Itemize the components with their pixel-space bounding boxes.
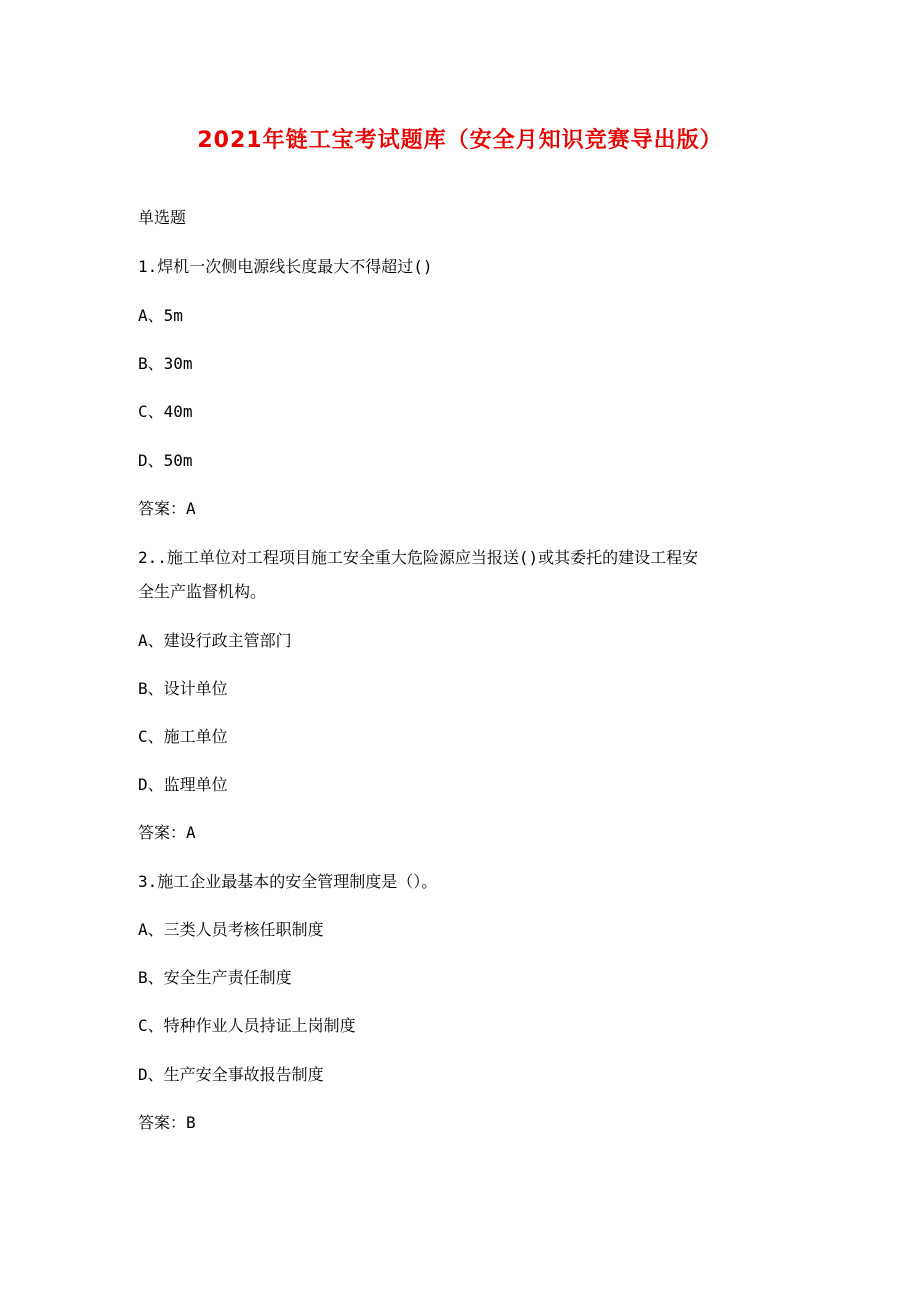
page-title: 2021年链工宝考试题库（安全月知识竞赛导出版）	[197, 128, 723, 153]
question-2-stem-continued: 全生产监督机构。	[138, 582, 267, 601]
question-1-option-a: A、5m	[138, 306, 183, 325]
question-2-option-c: C、施工单位	[138, 727, 228, 746]
question-3-option-c: C、特种作业人员持证上岗制度	[138, 1016, 356, 1035]
question-2-stem: 2..施工单位对工程项目施工安全重大危险源应当报送()或其委托的建设工程安	[138, 548, 699, 567]
question-1-option-d: D、50m	[138, 451, 193, 470]
question-1-option-c: C、40m	[138, 402, 193, 421]
question-3-stem: 3.施工企业最基本的安全管理制度是（）。	[138, 872, 438, 891]
question-2-option-a: A、建设行政主管部门	[138, 631, 292, 650]
question-2-option-d: D、监理单位	[138, 775, 228, 794]
question-3-option-a: A、三类人员考核任职制度	[138, 920, 324, 939]
question-1-stem: 1.焊机一次侧电源线长度最大不得超过()	[138, 257, 433, 276]
question-1-option-b: B、30m	[138, 354, 193, 373]
question-2-option-b: B、设计单位	[138, 679, 228, 698]
question-2-answer: 答案：A	[138, 823, 196, 842]
question-3-option-b: B、安全生产责任制度	[138, 968, 292, 987]
question-3-answer: 答案：B	[138, 1113, 196, 1132]
question-3-option-d: D、生产安全事故报告制度	[138, 1065, 324, 1084]
section-heading: 单选题	[138, 208, 187, 227]
question-1-answer: 答案：A	[138, 499, 196, 518]
